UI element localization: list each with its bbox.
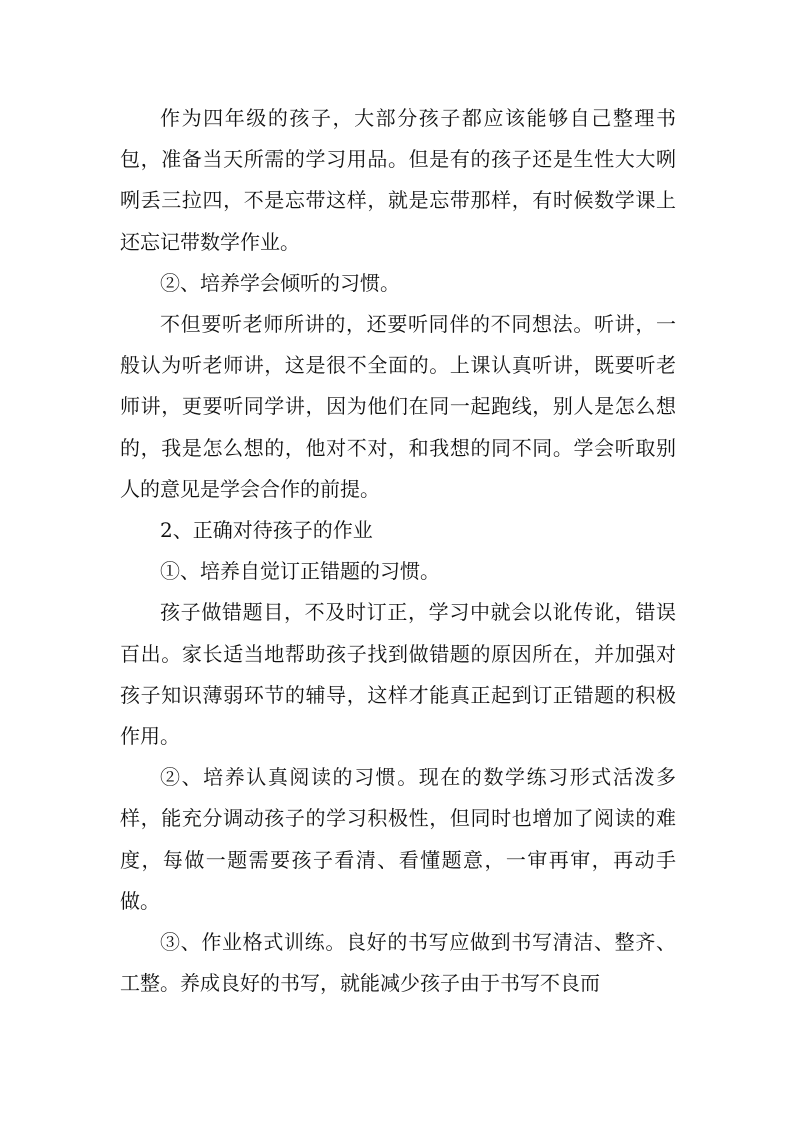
heading-correct-mistakes-habit: ①、培养自觉订正错题的习惯。 <box>160 559 440 584</box>
paragraph-format-training: ③、作业格式训练。良好的书写应做到书写清洁、整齐、工整。养成良好的书写，就能减少孩子由于书写不良而 <box>120 930 676 996</box>
paragraph-reading-habit: ②、培养认真阅读的习惯。现在的数学练习形式活泼多样，能充分调动孩子的学习积极性，但同时也增加了阅读的难度，每做一题需要孩子看清、看懂题意，一审再审，再动手做。 <box>120 765 676 913</box>
paragraph-homework-preparation: 作为四年级的孩子，大部分孩子都应该能够自己整理书包，准备当天所需的学习用品。但是有的孩子还是生性大大咧咧丢三拉四，不是忘带这样，就是忘带那样，有时候数学课上还忘记带数学作业。 <box>120 106 676 254</box>
document-body <box>120 98 676 1004</box>
heading-treat-homework: 2、正确对待孩子的作业 <box>160 518 373 543</box>
paragraph-listening: 不但要听老师所讲的，还要听同伴的不同想法。听讲，一般认为听老师讲，这是很不全面的。上课认真听讲，既要听老师讲，更要听同学讲，因为他们在同一起跑线，别人是怎么想的，我是怎么想的，他对不对，和我想的同不同。学会听取别人的意见是学会合作的前提。 <box>120 312 676 501</box>
paragraph-correct-mistakes: 孩子做错题目，不及时订正，学习中就会以讹传讹，错误百出。家长适当地帮助孩子找到做错题的原因所在，并加强对孩子知识薄弱环节的辅导，这样才能真正起到订正错题的积极作用。 <box>120 600 676 749</box>
heading-listening-habit: ②、培养学会倾听的习惯。 <box>160 270 400 295</box>
